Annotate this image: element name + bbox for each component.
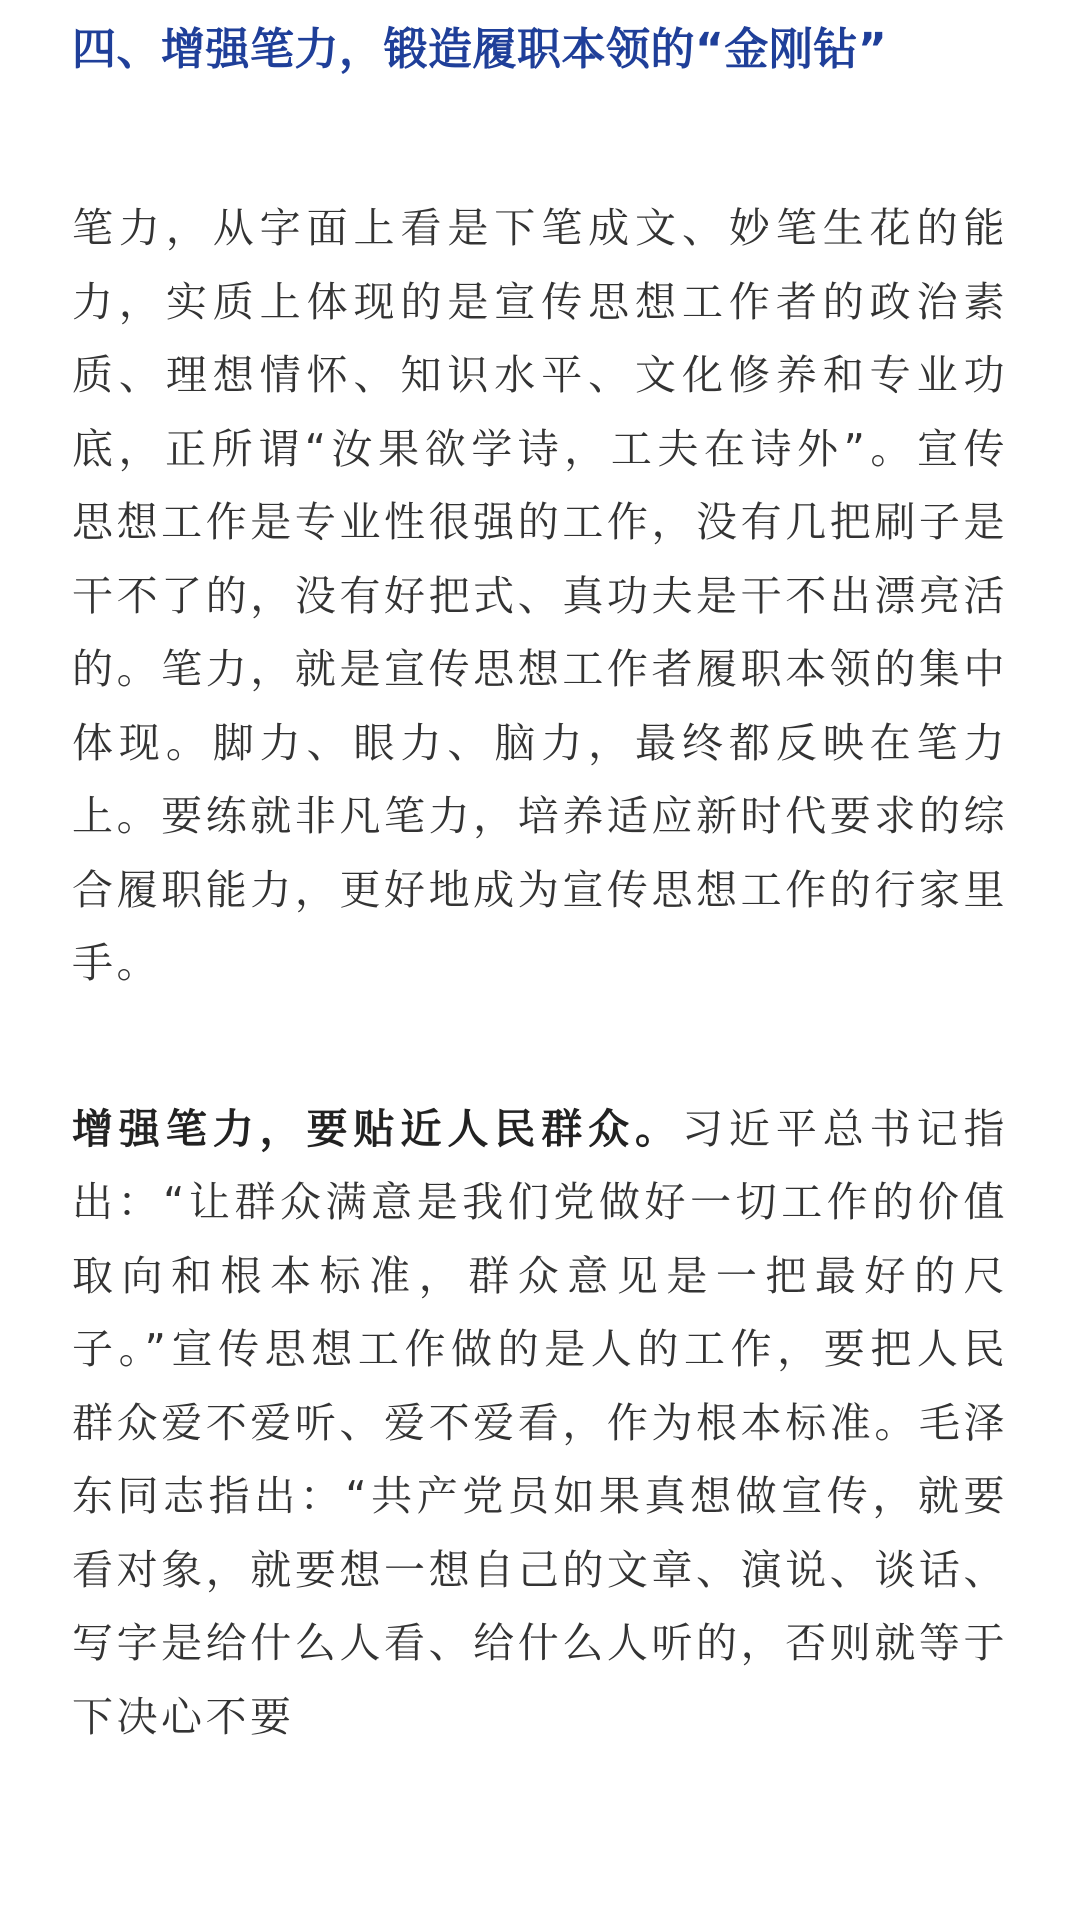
paragraph-2-body: 习近平总书记指出：“让群众满意是我们党做好一切工作的价值取向和根本标准，群众意见是一把最好的尺子。”宣传思想工作做的是人的工作，要把人民群众爱不爱听、爱不爱看，作为根本标准。毛泽东同志指出：“共产党员如果真想做宣传，就要看对象，就要想一想自己的文章、演说、谈话、写字是给什么人看、给什么人听的，否则就等于下决心不要	[72, 1104, 1009, 1741]
paragraph-2	[72, 1093, 1008, 1755]
section-heading: 四、增强笔力，锻造履职本领的“金刚钻”	[72, 24, 888, 75]
paragraph-1: 笔力，从字面上看是下笔成文、妙笔生花的能力，实质上体现的是宣传思想工作者的政治素质、理想情怀、知识水平、文化修养和专业功底，正所谓“汝果欲学诗，工夫在诗外”。宣传思想工作是专业性很强的工作，没有几把刷子是干不了的，没有好把式、真功夫是干不出漂亮活的。笔力，就是宣传思想工作者履职本领的集中体现。脚力、眼力、脑力，最终都反映在笔力上。要练就非凡笔力，培养适应新时代要求的综合履职能力，更好地成为宣传思想工作的行家里手。	[72, 204, 1008, 987]
paragraph-2-lead: 增强笔力，要贴近人民群众。	[72, 1104, 682, 1153]
